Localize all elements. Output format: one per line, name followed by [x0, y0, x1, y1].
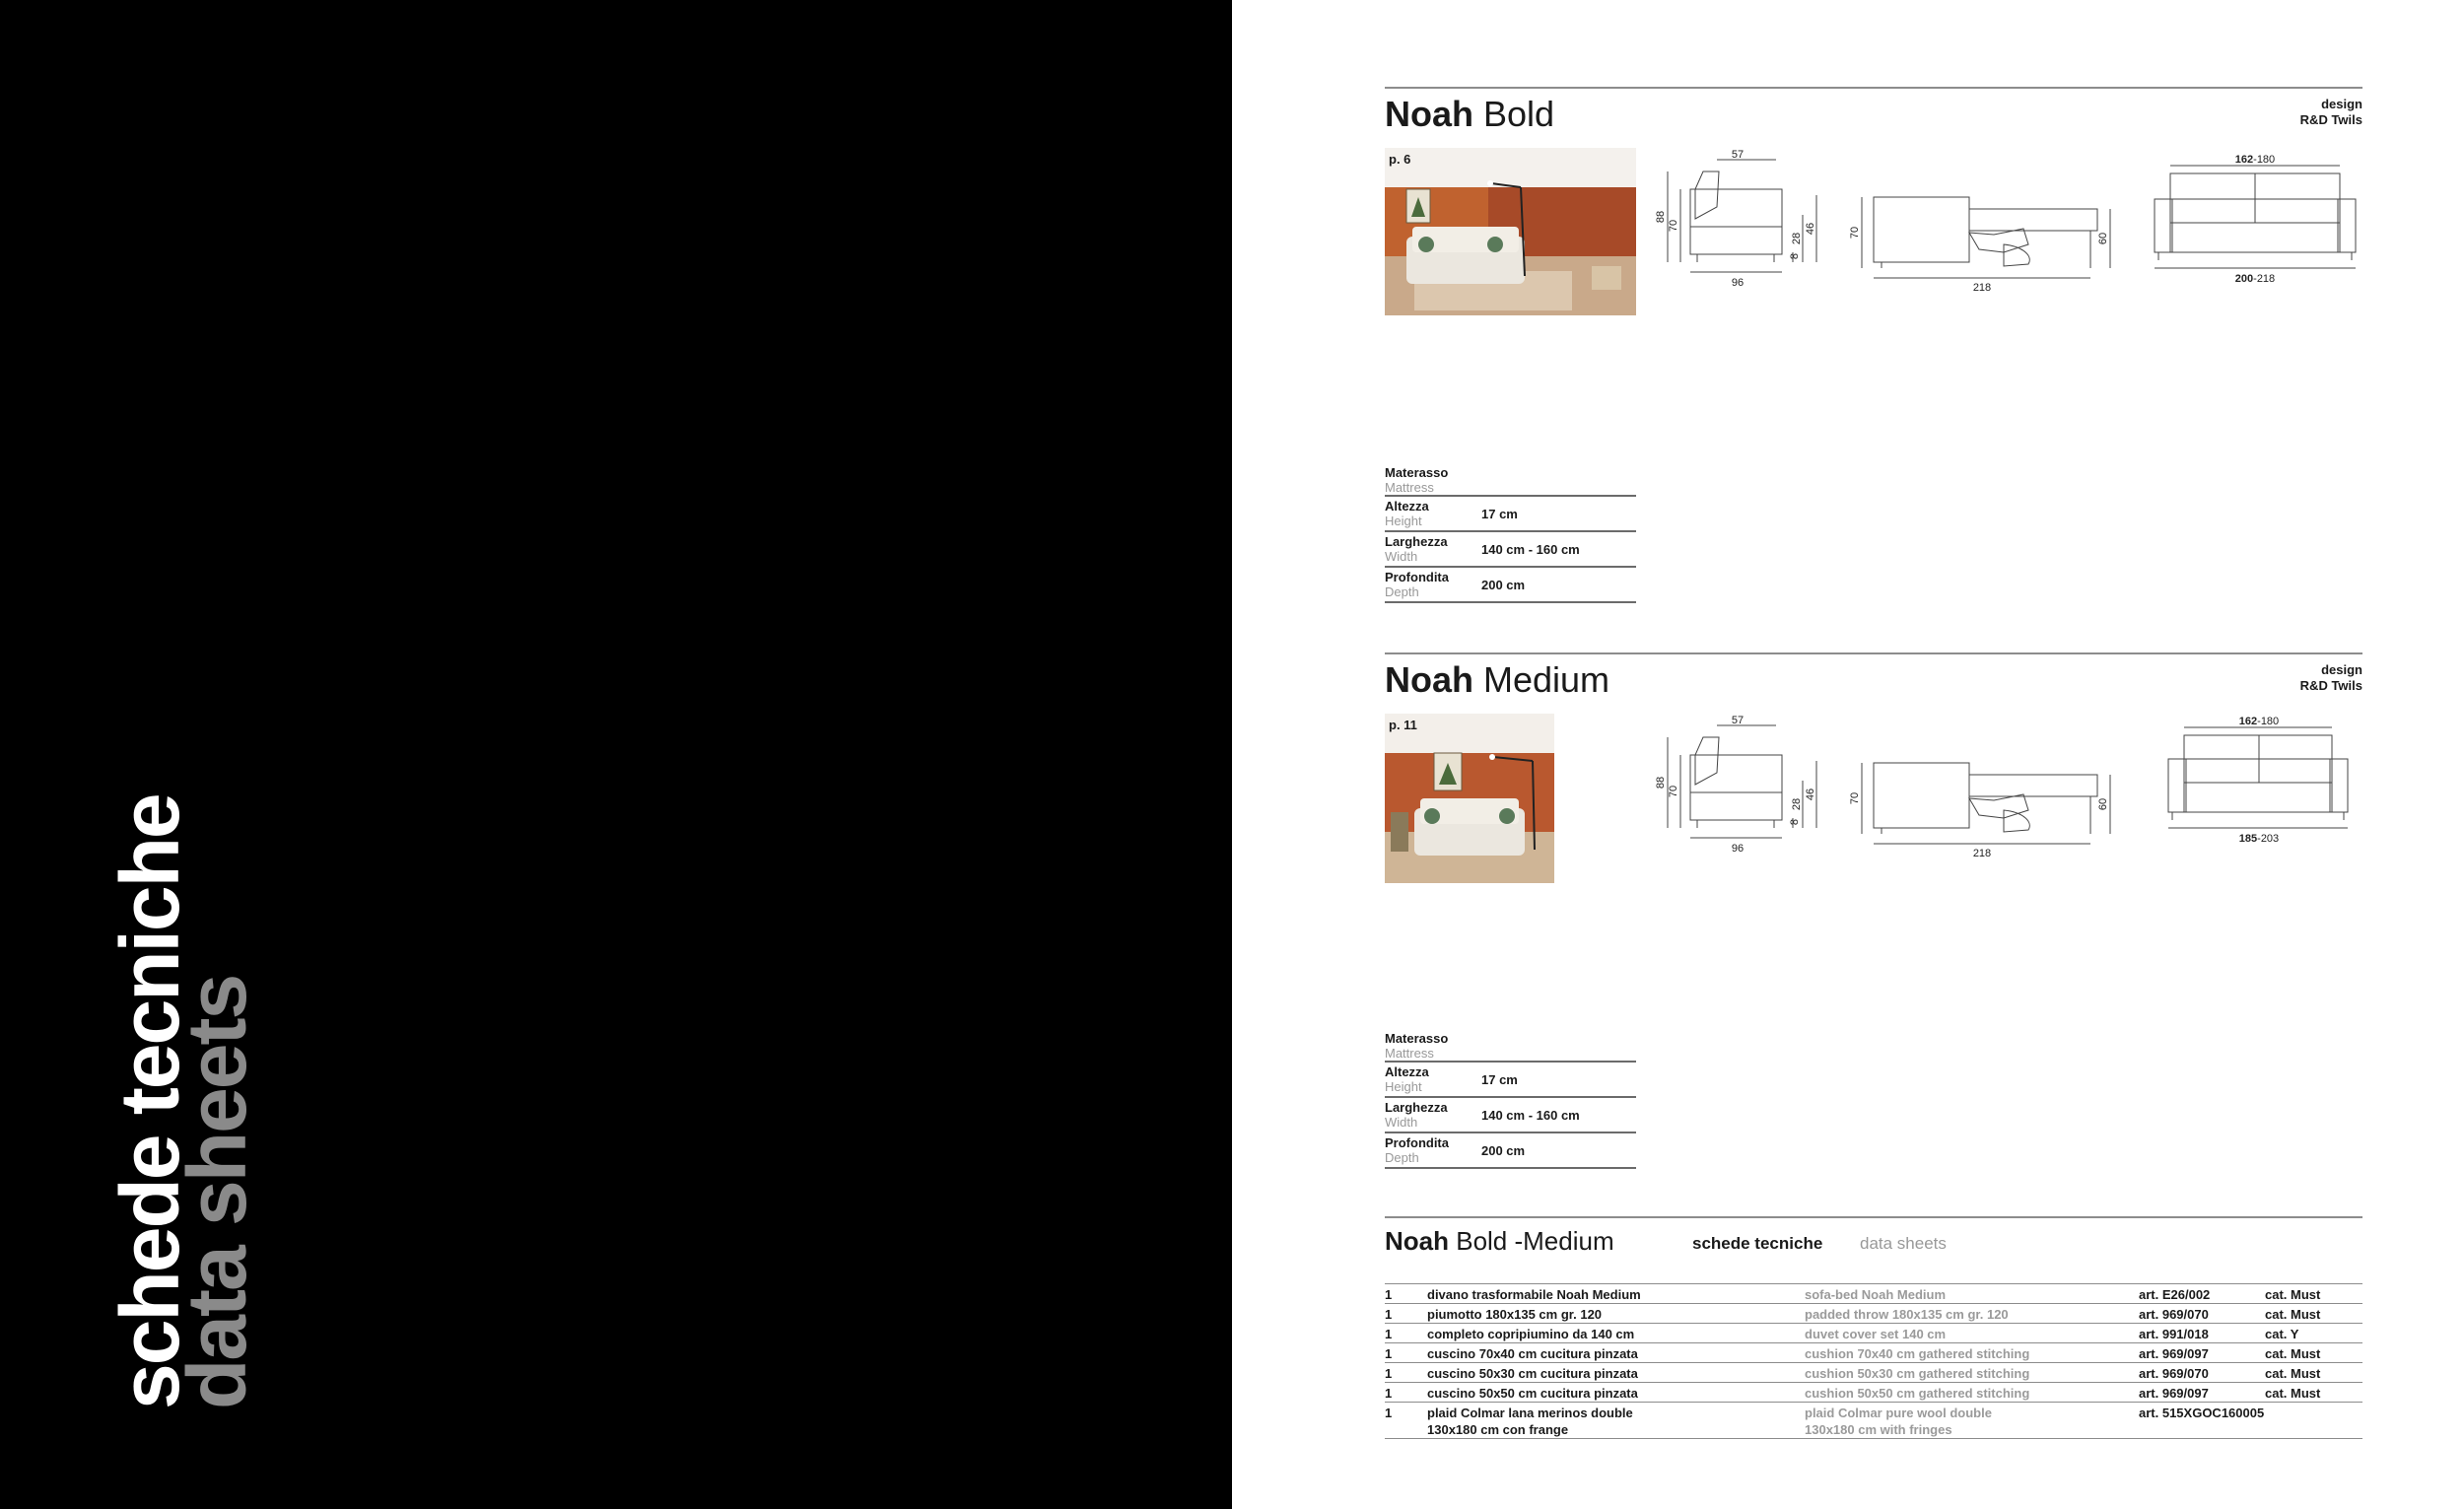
kit-title: Noah Bold -Medium: [1385, 1226, 1614, 1256]
page-reference: p. 11: [1389, 718, 1417, 732]
table-row: 1 piumotto 180x135 cm gr. 120 padded throw 180x135 cm gr. 120 art. 969/070 cat. Must: [1385, 1303, 2362, 1323]
product-title: Noah Bold: [1385, 94, 1555, 134]
kit-table: [1385, 1283, 2362, 1439]
dim-height-back: 70: [1668, 785, 1679, 798]
dim-seat: 28: [1791, 797, 1803, 811]
section-rule: [1385, 652, 2362, 654]
mattress-table: [1385, 1031, 1636, 1169]
mattress-row-height: Altezza Height 17 cm: [1385, 495, 1636, 530]
dim-leg: 8: [1789, 252, 1801, 260]
dim-width-seat: 162-180: [2238, 716, 2280, 727]
dim-height-total: 88: [1655, 210, 1667, 224]
mattress-row-width: Larghezza Width 140 cm - 160 cm: [1385, 530, 1636, 566]
bed-open-drawing: [1849, 195, 2122, 294]
table-row: 1 plaid Colmar lana merinos double 130x180 cm con frange plaid Colmar pure wool double 130x180 cm with fringes art. 515XGOC160005: [1385, 1402, 2362, 1439]
side-view-drawing: [1646, 716, 1784, 854]
table-row: 1 completo copripiumino da 140 cm duvet cover set 140 cm art. 991/018 cat. Y: [1385, 1323, 2362, 1342]
product-photo: [1385, 148, 1636, 315]
dim-bed-length: 218: [1972, 848, 1992, 859]
front-view-drawing: [2151, 156, 2362, 294]
kit-subtitle-it: schede tecniche: [1692, 1234, 1823, 1253]
side-view-drawing: [1646, 150, 1784, 288]
mattress-row-depth: Profondita Depth 200 cm: [1385, 566, 1636, 603]
dim-width-total: 200-218: [2234, 273, 2276, 285]
product-photo: [1385, 714, 1554, 883]
bed-open-drawing: [1849, 761, 2122, 859]
front-view-drawing: [2151, 718, 2362, 856]
kit-subtitle-en: data sheets: [1860, 1234, 1947, 1253]
table-row: 1 cuscino 50x50 cm cucitura pinzata cushion 50x50 cm gathered stitching art. 969/097 cat. Must: [1385, 1382, 2362, 1402]
dim-depth: 96: [1731, 277, 1745, 289]
dim-bed-height-open: 60: [2097, 797, 2109, 811]
product-noah-bold: [1385, 87, 2362, 619]
table-row: 1 divano trasformabile Noah Medium sofa-bed Noah Medium art. E26/002 cat. Must: [1385, 1283, 2362, 1303]
product-title: Noah Medium: [1385, 659, 1610, 700]
dim-bed-height: 70: [1849, 226, 1861, 240]
dim-bed-height-open: 60: [2097, 232, 2109, 245]
dim-height-back: 70: [1668, 219, 1679, 233]
dim-seat: 28: [1791, 232, 1803, 245]
mattress-heading: Materasso Mattress: [1385, 1031, 1449, 1061]
dim-depth: 96: [1731, 843, 1745, 855]
mattress-heading: Materasso Mattress: [1385, 465, 1449, 495]
dim-leg: 8: [1789, 818, 1801, 826]
cover-subtitle: data sheets: [171, 975, 263, 1409]
section-rule: [1385, 1216, 2362, 1218]
table-row: 1 cuscino 50x30 cm cucitura pinzata cushion 50x30 cm gathered stitching art. 969/070 cat. Must: [1385, 1362, 2362, 1382]
dim-arm: 46: [1805, 788, 1816, 801]
mattress-row-height: Altezza Height 17 cm: [1385, 1061, 1636, 1096]
dim-bed-length: 218: [1972, 282, 1992, 294]
seat-height-dims: [1789, 761, 1828, 850]
dim-depth-top: 57: [1731, 149, 1745, 161]
product-noah-medium: [1385, 652, 2362, 1185]
cover-title: schede tecniche: [103, 794, 196, 1409]
dim-height-total: 88: [1655, 776, 1667, 789]
kit-section: [1385, 1216, 2362, 1453]
table-row: 1 cuscino 70x40 cm cucitura pinzata cushion 70x40 cm gathered stitching art. 969/097 cat. Must: [1385, 1342, 2362, 1362]
page-reference: p. 6: [1389, 152, 1411, 167]
mattress-row-width: Larghezza Width 140 cm - 160 cm: [1385, 1096, 1636, 1132]
mattress-table: [1385, 465, 1636, 603]
dim-depth-top: 57: [1731, 715, 1745, 726]
mattress-row-depth: Profondita Depth 200 cm: [1385, 1132, 1636, 1169]
design-credit: design R&D Twils: [2299, 662, 2362, 693]
design-credit: design R&D Twils: [2299, 97, 2362, 127]
dim-bed-height: 70: [1849, 791, 1861, 805]
dim-arm: 46: [1805, 222, 1816, 236]
dim-width-seat: 162-180: [2234, 154, 2276, 166]
seat-height-dims: [1789, 195, 1828, 284]
section-rule: [1385, 87, 2362, 89]
dim-width-total: 185-203: [2238, 833, 2280, 845]
